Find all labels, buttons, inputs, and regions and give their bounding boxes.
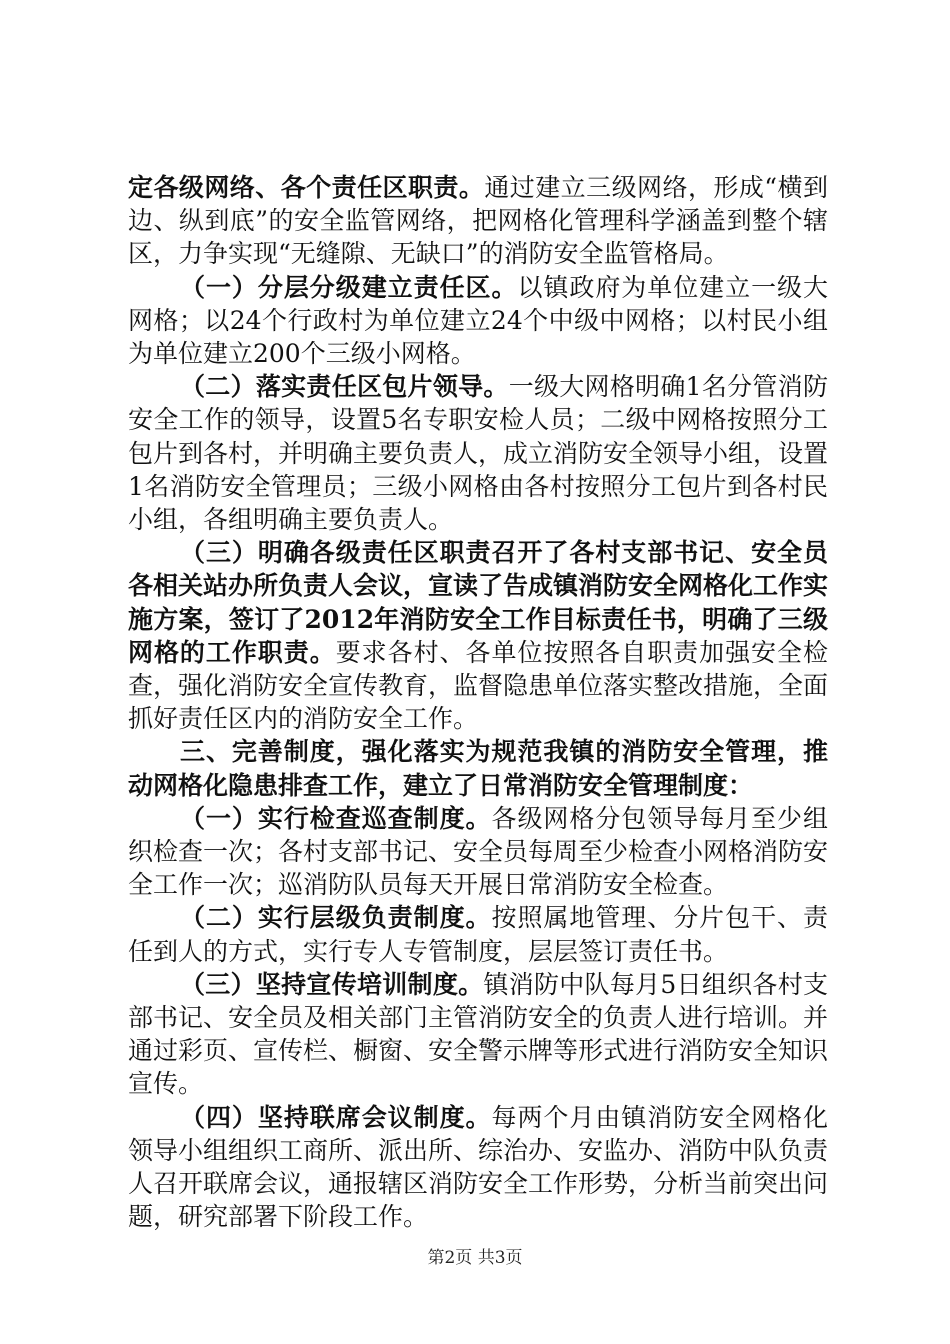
- paragraph-text: 镇消防中队每月5日组织各村支部书记、安全员及相关部门主管消防安全的负责人进行培训。并通过彩页、宣传栏、橱窗、安全警示牌等形式进行消防安全知识宣传。: [128, 969, 829, 1099]
- paragraph-intro: [128, 171, 828, 271]
- paragraph-text: 一级大网格明确1名分管消防安全工作的领导，设置5名专职安检人员；二级中网格按照分工包片到各村，并明确主要负责人，成立消防安全领导小组，设置1名消防安全管理员；三级小网格由各村按照分工包片到各村民小组，各组明确主要负责人。: [128, 372, 829, 535]
- paragraph-heading: 定各级网络、各个责任区职责。: [128, 173, 485, 202]
- paragraph-heading: （三）坚持宣传培训制度。: [180, 969, 484, 999]
- paragraph-text: 通过建立三级网络，形成“横到边、纵到底”的安全监管网络，把网格化管理科学涵盖到整个辖区，力争实现“无缝隙、无缺口”的消防安全监管格局。: [128, 173, 828, 269]
- paragraph-chapter-3: [128, 735, 828, 801]
- paragraph-text: 每两个月由镇消防安全网格化领导小组组织工商所、派出所、综治办、安监办、消防中队负责人召开联席会议，通报辖区消防安全工作形势，分析当前突出问题，研究部署下阶段工作。: [128, 1102, 829, 1232]
- paragraph-rule-2: [128, 901, 828, 967]
- paragraph-heading: （一）分层分级建立责任区。: [180, 272, 518, 302]
- paragraph-heading: （二）落实责任区包片领导。: [180, 372, 509, 402]
- document-body: [128, 171, 828, 1234]
- paragraph-text: 以镇政府为单位建立一级大网格；以24个行政村为单位建立24个中级中网格；以村民小组为单位建立200个三级小网格。: [128, 272, 828, 369]
- paragraph-text: 按照属地管理、分片包干、责任到人的方式，实行专人专管制度，层层签订责任书。: [128, 903, 828, 966]
- paragraph-text: 各级网格分包领导每月至少组织检查一次；各村支部书记、安全员每周至少检查小网格消防安全工作一次；巡消防队员每天开展日常消防安全检查。: [128, 803, 829, 900]
- paragraph-section-3: [128, 536, 828, 735]
- paragraph-heading: （三）明确各级责任区职责召开了各村支部书记、安全员各相关站办所负责人会议，宣读了告成镇消防安全网格化工作实施方案，签订了2012年消防安全工作目标责任书，明确了三级网格的工作职责。: [128, 538, 829, 667]
- paragraph-text: 要求各村、各单位按照各自职责加强安全检查，强化消防安全宣传教育，监督隐患单位落实整改措施，全面抓好责任区内的消防安全工作。: [128, 637, 829, 734]
- paragraph-rule-4: [128, 1101, 828, 1234]
- paragraph-section-1: [128, 271, 828, 371]
- paragraph-heading: （二）实行层级负责制度。: [180, 903, 492, 933]
- paragraph-rule-3: [128, 968, 828, 1101]
- paragraph-heading: （四）坚持联席会议制度。: [180, 1102, 492, 1132]
- paragraph-section-2: [128, 370, 828, 536]
- paragraph-heading: 三、完善制度，强化落实为规范我镇的消防安全管理，推动网格化隐患排查工作，建立了日常消防安全管理制度：: [128, 737, 828, 800]
- paragraph-rule-1: [128, 802, 828, 902]
- paragraph-heading: （一）实行检查巡查制度。: [180, 803, 492, 833]
- page-footer: 第2页 共3页: [427, 1248, 523, 1268]
